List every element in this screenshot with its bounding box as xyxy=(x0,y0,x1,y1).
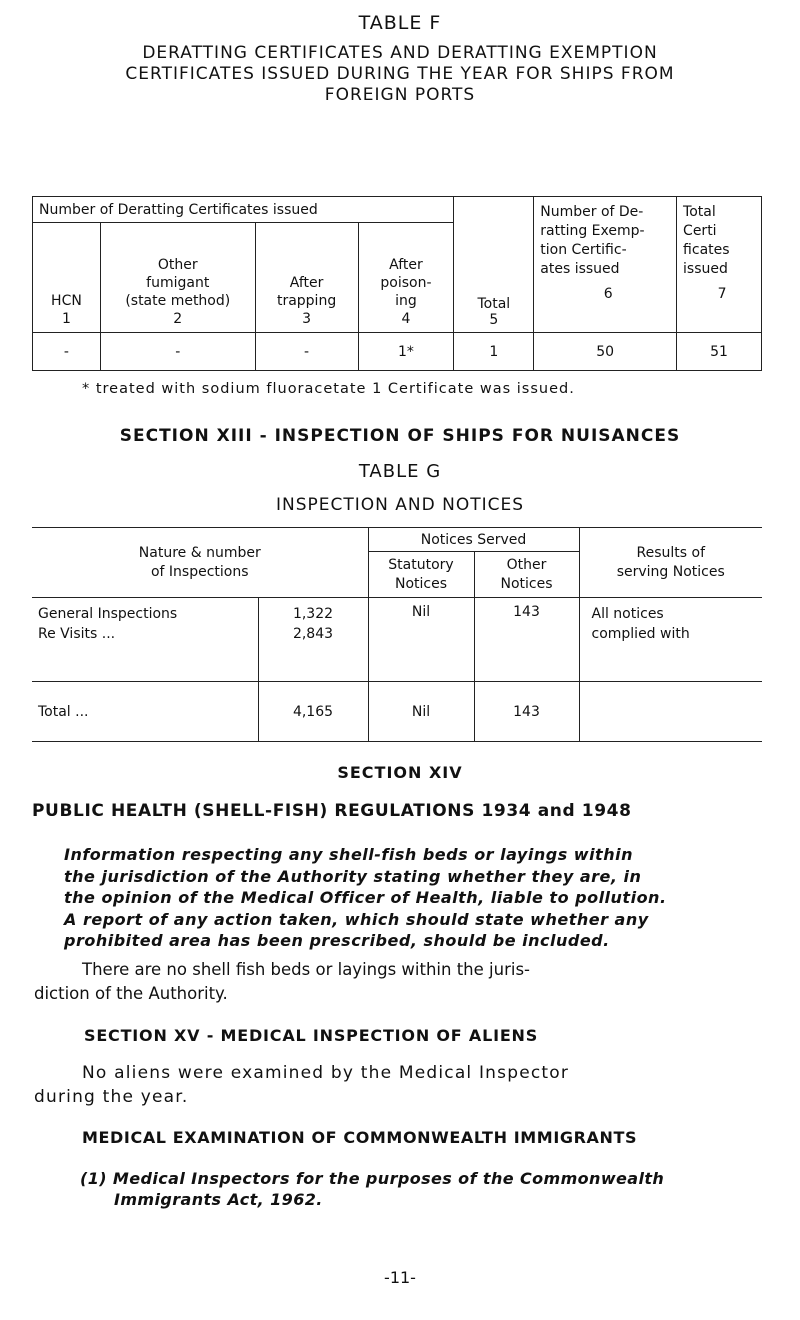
table-f-title-line: FOREIGN PORTS xyxy=(324,85,476,105)
table-cell: 4,165 xyxy=(258,682,368,742)
header-line: of Inspections xyxy=(150,563,249,580)
header-line: serving Notices xyxy=(616,563,725,580)
row-number: 2,843 xyxy=(292,626,334,642)
deratting-table xyxy=(32,196,762,371)
shellfish-statement xyxy=(34,958,774,1006)
header-line: Results of xyxy=(636,544,705,561)
deratting-group-header: Number of Deratting Certificates issued xyxy=(33,197,454,223)
paragraph-line: prohibited area has been prescribed, should be included. xyxy=(64,931,610,950)
shellfish-instructions xyxy=(64,844,784,952)
table-g-title: TABLE G xyxy=(358,461,442,482)
commonwealth-heading: MEDICAL EXAMINATION OF COMMONWEALTH IMMIGRANTS xyxy=(82,1128,638,1147)
table-g-subtitle: INSPECTION AND NOTICES xyxy=(275,495,525,515)
statutory-header xyxy=(368,552,474,598)
table-cell: 1 xyxy=(454,333,534,371)
header-line: (state method) xyxy=(125,293,231,309)
other-notices-header xyxy=(474,552,579,598)
table-cell: Nil xyxy=(368,598,474,682)
paragraph-line: A report of any action taken, which should state whether any xyxy=(64,909,649,929)
header-line: Other xyxy=(157,257,198,273)
total-label: Total ... xyxy=(32,682,258,742)
table-cell: 50 xyxy=(534,333,677,371)
table-cell: 1* xyxy=(358,333,454,371)
column-number: 7 xyxy=(717,286,727,302)
table-f-title-line: CERTIFICATES ISSUED DURING THE YEAR FOR SHIPS FROM xyxy=(125,64,675,84)
row-label: Re Visits ... xyxy=(38,626,116,642)
column-number: 1 xyxy=(61,311,71,327)
table-cell: - xyxy=(255,333,358,371)
header-line: poison- xyxy=(380,275,432,291)
header-line: Total xyxy=(683,204,716,220)
aliens-statement xyxy=(34,1061,774,1109)
header-line: Notices xyxy=(394,575,448,592)
inspection-labels xyxy=(32,598,258,682)
after-poisoning-header xyxy=(358,223,454,333)
row-label: General Inspections xyxy=(38,606,178,622)
column-number: 5 xyxy=(489,312,499,328)
header-line: fumigant xyxy=(146,275,210,291)
result-line: complied with xyxy=(591,626,690,642)
paragraph-line: the jurisdiction of the Authority stating whether they are, in xyxy=(64,866,642,886)
section-xiii-heading: SECTION XIII - INSPECTION OF SHIPS FOR NUISANCES xyxy=(119,426,681,446)
paragraph-line: There are no shell fish beds or layings within the juris- xyxy=(82,960,530,979)
paragraph-line: the opinion of the Medical Officer of Health, liable to pollution. xyxy=(64,888,667,907)
table-cell: Nil xyxy=(368,682,474,742)
paragraph-line: Information respecting any shell-fish beds or layings within xyxy=(64,845,633,864)
header-line: HCN xyxy=(51,293,82,309)
table-cell xyxy=(579,682,762,742)
inspection-numbers xyxy=(258,598,368,682)
paragraph-line: No aliens were examined by the Medical Inspector xyxy=(82,1063,570,1083)
header-line: ficates xyxy=(683,242,730,258)
after-trapping-header xyxy=(255,223,358,333)
results-cell xyxy=(579,598,762,682)
table-f-heading: TABLE F xyxy=(358,12,442,34)
row-number: 1,322 xyxy=(292,606,334,622)
section-xiv-subheading: PUBLIC HEALTH (SHELL-FISH) REGULATIONS 1934 and 1948 xyxy=(32,801,632,821)
section-xiv-heading: SECTION XIV xyxy=(337,763,463,782)
header-line: Notices xyxy=(500,575,553,592)
table-cell: 143 xyxy=(474,682,579,742)
header-line: Number of De- xyxy=(540,204,644,220)
header-line: After xyxy=(389,257,423,273)
total-certificates-header xyxy=(677,197,762,333)
table-cell: - xyxy=(100,333,255,371)
table-row xyxy=(32,682,762,742)
table-row xyxy=(33,333,762,371)
header-line: Other xyxy=(506,556,547,573)
table-f-title xyxy=(0,43,800,106)
hcn-header xyxy=(33,223,101,333)
table-cell: 51 xyxy=(677,333,762,371)
column-number: 4 xyxy=(401,311,411,327)
paragraph-line: during the year. xyxy=(34,1087,189,1107)
table-f-title-line: DERATTING CERTIFICATES AND DERATTING EXEMPTION xyxy=(142,43,658,63)
paragraph-line: diction of the Authority. xyxy=(34,984,228,1003)
paragraph-line: Immigrants Act, 1962. xyxy=(114,1190,323,1209)
header-line: Statutory xyxy=(388,556,454,573)
header-line: Nature & number xyxy=(138,544,261,561)
header-line: After xyxy=(289,275,324,291)
other-fumigant-header xyxy=(100,223,255,333)
header-line: ratting Exemp- xyxy=(540,223,645,239)
header-line: ates issued xyxy=(540,261,620,277)
nature-header xyxy=(32,528,368,598)
column-number: 2 xyxy=(173,311,183,327)
table-cell: 143 xyxy=(474,598,579,682)
column-number: 6 xyxy=(603,286,613,302)
paragraph-line: (1) Medical Inspectors for the purposes of the Commonwealth xyxy=(80,1169,665,1188)
table-f-footnote: * treated with sodium fluoracetate 1 Certificate was issued. xyxy=(82,381,575,397)
total-header xyxy=(454,197,534,333)
header-line: tion Certific- xyxy=(540,242,627,258)
column-number: 3 xyxy=(302,311,312,327)
header-line: trapping xyxy=(276,293,337,309)
inspection-table xyxy=(32,527,762,742)
total-header-label: Total xyxy=(477,296,511,312)
exemption-header xyxy=(534,197,677,333)
section-xv-heading: SECTION XV - MEDICAL INSPECTION OF ALIENS xyxy=(84,1026,539,1045)
header-line: ing xyxy=(395,293,417,309)
table-row xyxy=(32,598,762,682)
commonwealth-item xyxy=(80,1168,780,1210)
header-line: Certi xyxy=(683,223,717,239)
results-header xyxy=(579,528,762,598)
notices-served-header: Notices Served xyxy=(368,528,579,552)
page-number: -11- xyxy=(384,1268,416,1287)
result-line: All notices xyxy=(591,606,664,622)
header-line: issued xyxy=(683,261,728,277)
table-cell: - xyxy=(33,333,101,371)
